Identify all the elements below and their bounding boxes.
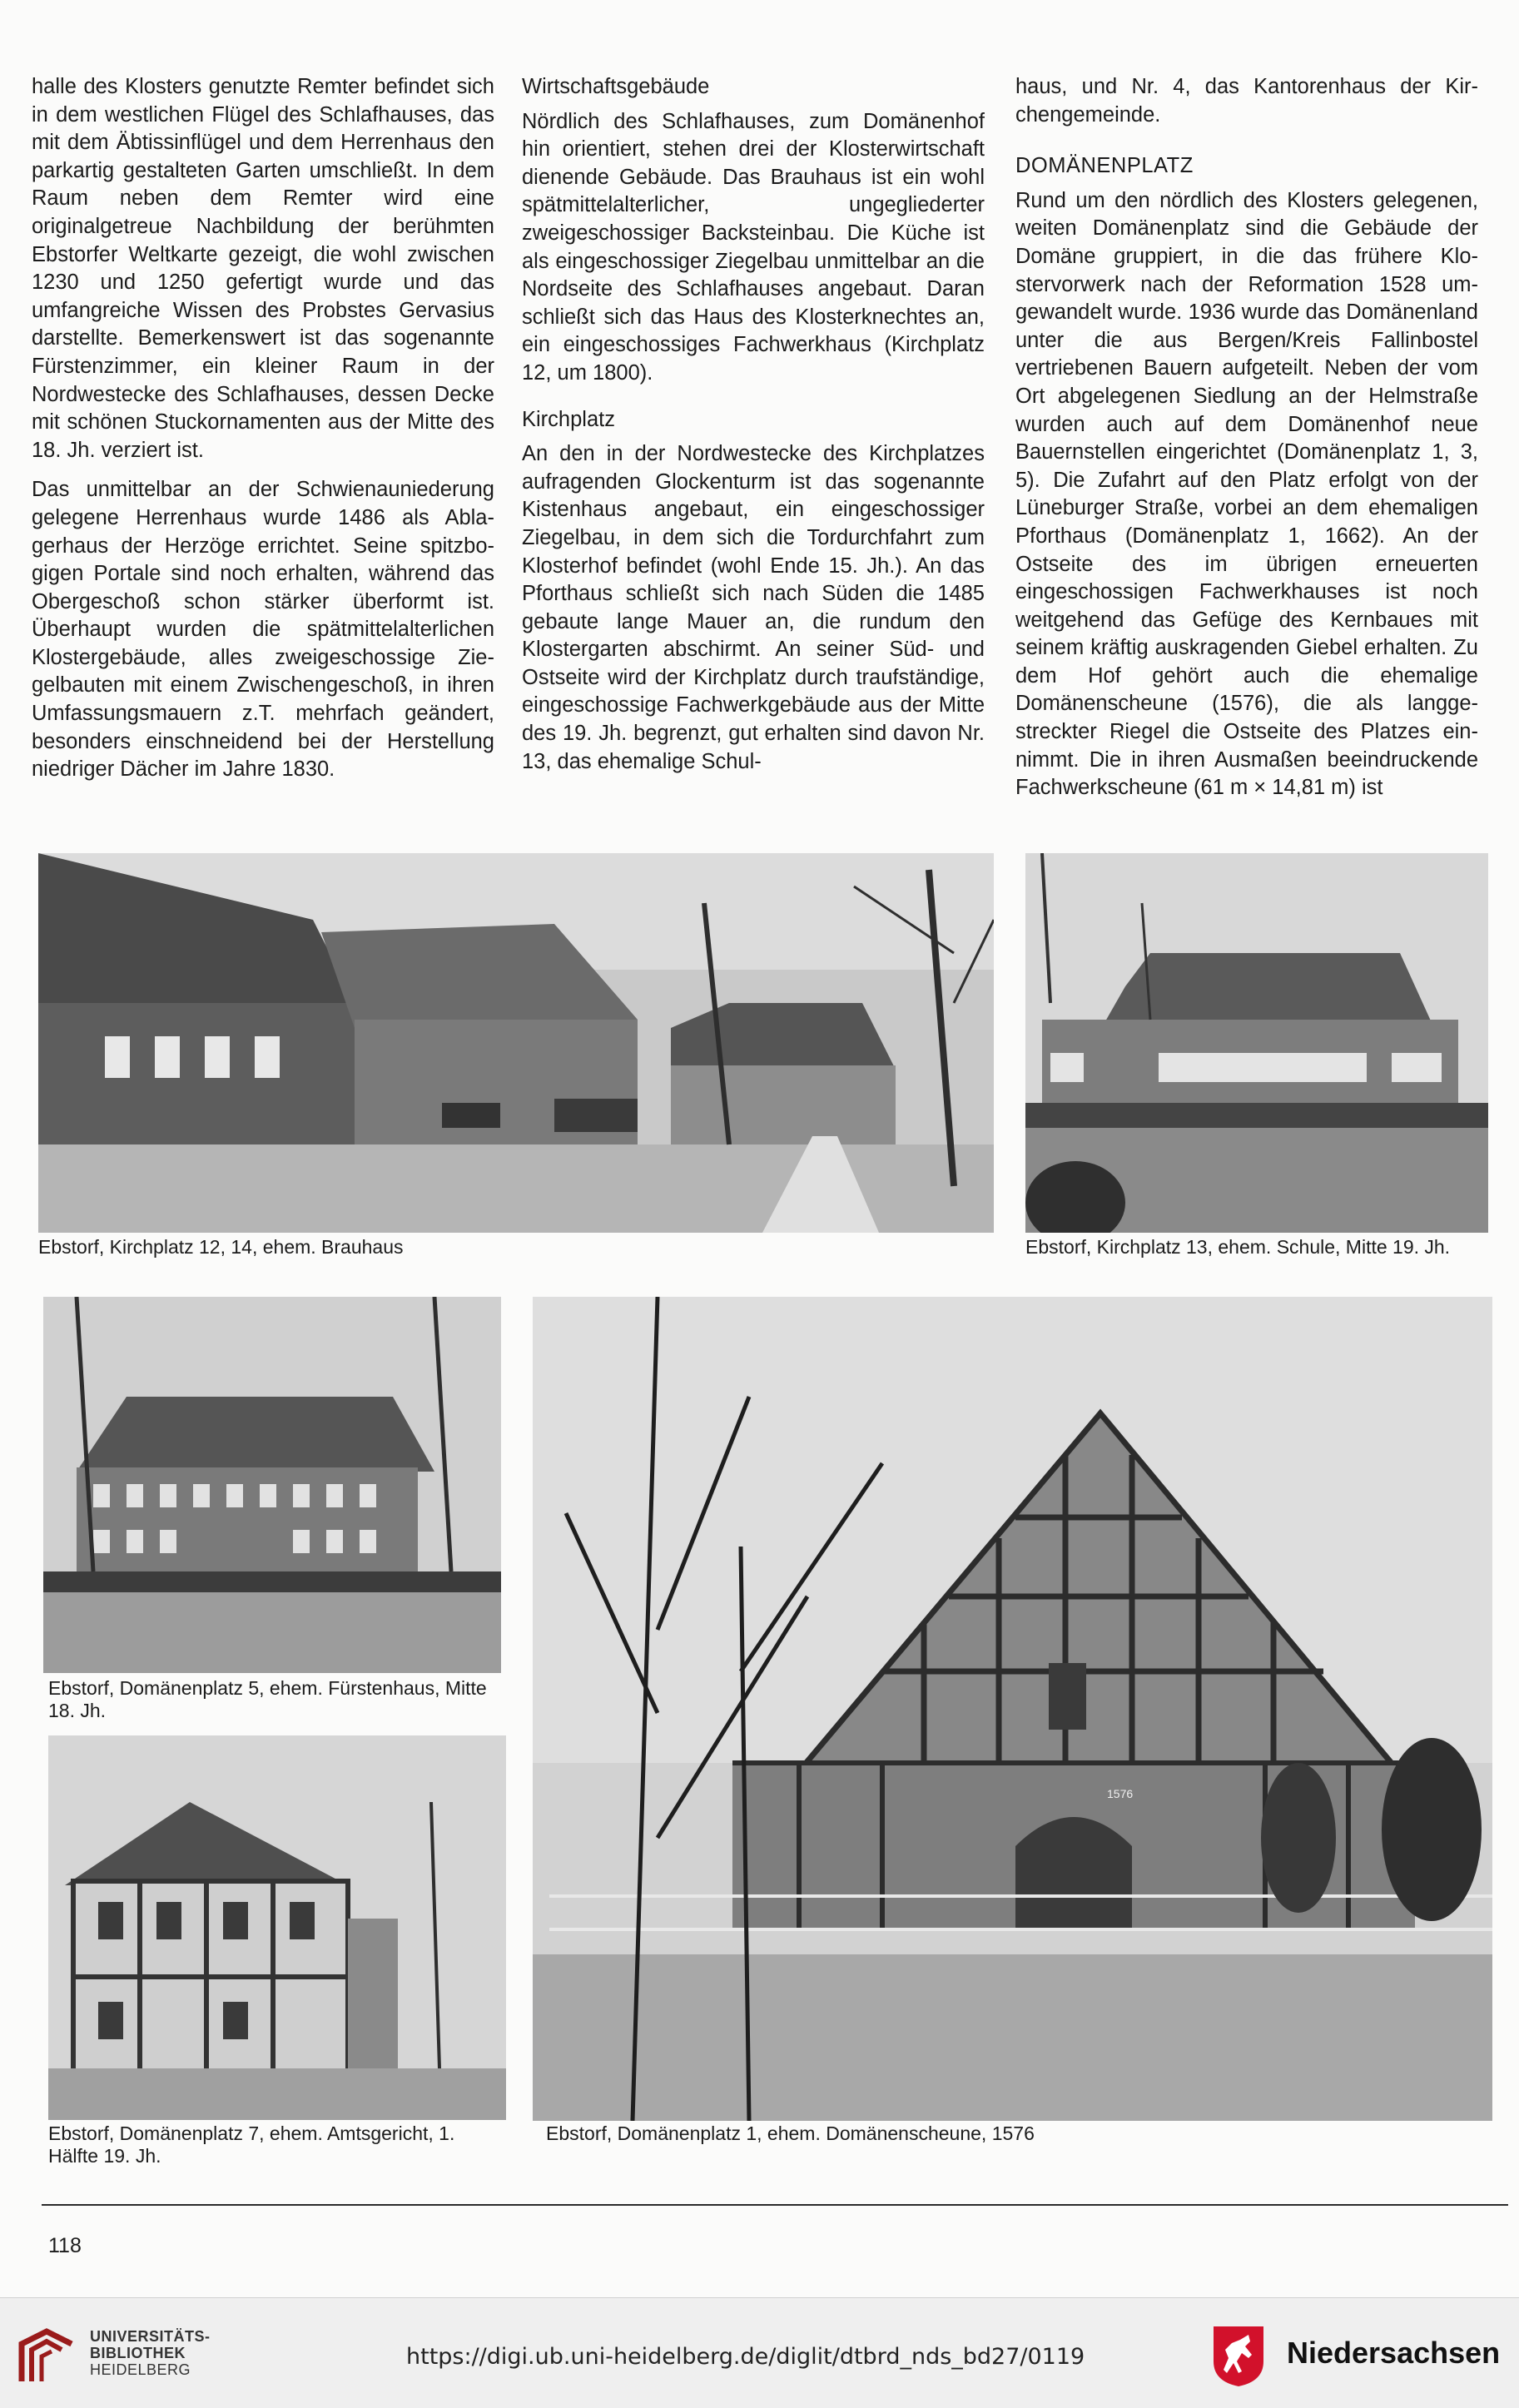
caption-photo-1: Ebstorf, Kirchplatz 12, 14, ehem. Brauhaus	[38, 1236, 404, 1258]
caption-photo-3: Ebstorf, Domänenplatz 5, ehem. Fürstenhaus, Mitte 18. Jh.	[48, 1677, 487, 1721]
university-library-logo-icon[interactable]	[13, 2323, 80, 2390]
photo-domaenenplatz-fuerstenhaus	[43, 1297, 501, 1673]
caption-photo-5: Ebstorf, Domänenplatz 1, ehem. Domänenscheune, 1576	[546, 2123, 1035, 2144]
section-heading-kirchplatz: Kirchplatz	[522, 407, 615, 431]
university-library-name[interactable]	[90, 2328, 211, 2378]
page-number: 118	[48, 2234, 82, 2257]
section-heading-wirtschaftsgebaeude: Wirtschaftsgebäude	[522, 75, 710, 98]
paragraph: Rund um den nördlich des Klosters gelegenen, weiten Domänenplatz sind die Gebäude der Domäne gruppiert, in die das frühere Klostervorwerk nach der Reformation 1528 umgewandelt wurde. 1936 wurde das Domänenland unter die aus Bergen/Kreis Fallinbostel vertriebenen Bauern aufgeteilt. Neben der vom Ort abgelegenen Siedlung an der Helmstraße wurden auch auf dem Domänenhof neue Bauernstellen eingerichtet (Domänenplatz 1, 3, 5). Die Zufahrt auf den Platz erfolgt von der Lüneburger Straße, vorbei an dem ehemaligen Pforthaus (Domänenplatz 1, 1662). An der Ostseite des im übrigen erneuerten eingeschossigen Fachwerkhauses ist noch weitgehend das Gefüge des Kernbaues mit seinem kräftig auskragenden Giebel erhalten. Zu dem Hof gehört auch die ehemalige Domänenscheune (1576), die als langgestreckter Riegel die Ostseite des Platzes einnimmt. Die in ihren Ausmaßen beeindruckende Fachwerkscheune (61 m × 14,81 m) ist	[1015, 188, 1478, 800]
viewer-footer	[0, 2297, 1519, 2408]
library-name-line: HEIDELBERG	[90, 2361, 191, 2378]
niedersachsen-horse-logo-icon[interactable]	[1212, 2325, 1265, 2388]
caption-photo-4: Ebstorf, Domänenplatz 7, ehem. Amtsgericht, 1. Hälfte 19. Jh.	[48, 2123, 455, 2167]
barn-date-inscription: 1576	[1107, 1787, 1134, 1800]
library-name-line: UNIVERSITÄTS-	[90, 2328, 211, 2345]
paragraph: haus, und Nr. 4, das Kantorenhaus der Kirchengemeinde.	[1015, 75, 1478, 127]
paragraph: Das unmittelbar an der Schwienauniederung gelegene Herrenhaus wurde 1486 als Ablagerhaus der Herzöge errichtet. Seine spitzbogigen Portale sind noch erhalten, während das Obergeschoß schon stärker überformt ist. Überhaupt wurden die spätmittelalterlichen Klostergebäude, alles zweigeschossige Ziegelbauten mit einem Zwischengeschoß, in ihren Umfassungsmauern z.T. mehrfach geändert, besonders einschneidend bei der Herstellung niedriger Dächer im Jahre 1830.	[32, 478, 494, 782]
paragraph: An den in der Nordwestecke des Kirchplatzes aufragenden Glockenturm ist das sogenannte Kistenhaus angebaut, ein eingeschossiger Ziegelbau, in dem sich die Tordurchfahrt zum Klosterhof befindet (wohl Ende 15. Jh.). An das Pforthaus schließt sich nach Süden die 1485 gebaute lange Mauer an, die rundum den Klostergarten abschirmt. An seiner Süd- und Ostseite wird der Kirchplatz durch traufständige, eingeschossige Fachwerkgebäude aus der Mitte des 19. Jh. begrenzt, gut erhalten sind davon Nr. 13, das ehemalige Schul-	[522, 442, 985, 773]
photo-domaenenscheune	[533, 1297, 1492, 2121]
text-column-3	[1015, 73, 1478, 814]
paragraph: halle des Klosters genutzte Remter befindet sich in dem westlichen Flügel des Schlafhauses, das mit dem Äbtissinflügel und dem Herrenhaus den parkartig gestalteten Garten umschließt. In dem Raum neben dem Remter wird eine originalgetreue Nachbildung der berühmten Ebstorfer Weltkarte gezeigt, die wohl zwischen 1230 und 1250 gefertigt wurde und das umfangreiche Wissen des Probstes Gervasius darstellte. Bemerkenswert ist das sogenannte Fürstenzimmer, ein kleiner Raum in der Nordwestecke des Schlafhauses, dessen Decke mit schönen Stuckornamenten aus der Mitte des 18. Jh. verziert ist.	[32, 75, 494, 462]
library-name-line: BIBLIOTHEK	[90, 2345, 186, 2361]
caption-photo-2: Ebstorf, Kirchplatz 13, ehem. Schule, Mitte 19. Jh.	[1025, 1236, 1451, 1258]
text-column-2	[522, 73, 985, 787]
paragraph: Nördlich des Schlafhauses, zum Domänenhof hin orientiert, stehen drei der Klosterwirtschaft dienende Gebäude. Das Brauhaus ist ein wohl spätmittelalterlicher, ungegliederter zweigeschossiger Backsteinbau. Die Küche ist als eingeschossiger Ziegelbau unmittelbar an die Nordseite des Schlafhauses angebaut. Daran schließt sich das Haus des Klosterknechtes an, ein eingeschossiges Fachwerkhaus (Kirchplatz 12, um 1800).	[522, 109, 985, 385]
photo-domaenenplatz-amtsgericht	[48, 1735, 506, 2120]
section-heading-domaenenplatz: DOMÄNENPLATZ	[1015, 154, 1194, 178]
photo-kirchplatz-brauhaus	[38, 853, 994, 1233]
footer-rule	[42, 2204, 1508, 2206]
state-name[interactable]: Niedersachsen	[1287, 2336, 1501, 2370]
permalink-url[interactable]: https://digi.ub.uni-heidelberg.de/diglit/dtbrd_nds_bd27/0119	[406, 2344, 1085, 2370]
photo-kirchplatz-schule	[1025, 853, 1488, 1233]
text-column-1	[32, 73, 494, 796]
